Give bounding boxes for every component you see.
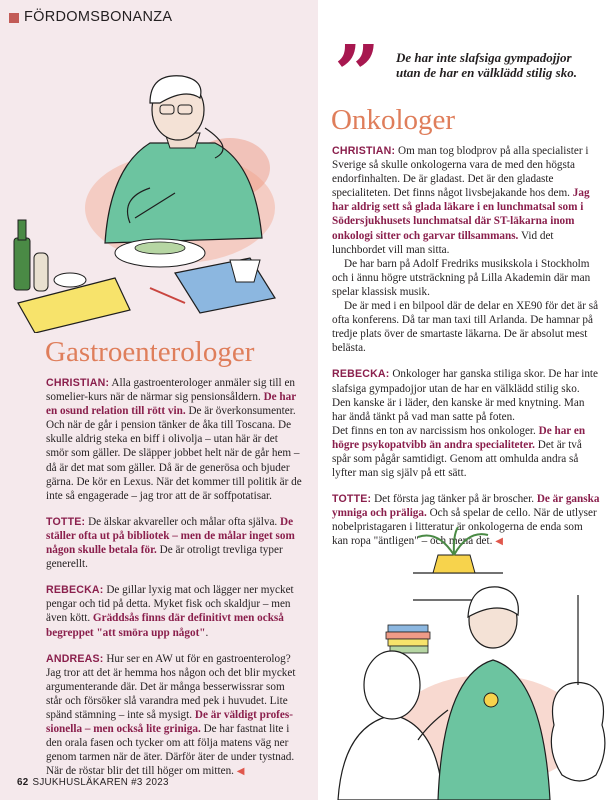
paragraph-rebecka: REBECKA: Onkologer har ganska stiliga skor. De har inte slafsiga gympadojjor utan de har en välklädd stilig sko. Den kanske är i läder, den kanske är med knytning. Man har ändå tänkt på vad man satte på foten.: [332, 368, 598, 423]
end-mark-icon: ◀: [236, 766, 245, 778]
paragraph-christian: CHRISTIAN: Om man tog blodprov på alla specialister i Sverige så skulle onkologerna vara de med den högsta endorfinhalten. De är gladast. Det är den gladaste specialiteten. Det finns något livsbejakande hos dem. Jag har aldrig sett så glada läkare i en lunchmatsal som i Södersjukhusets lunchmatsal där ST-läkarna inom onkologi sitter och garvar tillsammans. Vid det lunchbordet vill man sitta.: [332, 145, 590, 256]
magazine-issue: SJUKHUSLÄKAREN #3 2023: [32, 777, 169, 788]
section-label: FÖRDOMSBONANZA: [24, 9, 173, 25]
paragraph-rebecka: REBECKA: De gillar lyxig mat och lägger ner mycket pengar och tid på detta. Myket fisk och skaldjur – men även kött. Gräddsås finns där definitivt men också begreppet "att smöra upp något".: [46, 584, 294, 639]
doctor-patient-illustration: [318, 525, 613, 800]
paragraph-andreas: ANDREAS: Hur ser en AW ut för en gastroenterolog? Jag tror att det är hemma hos någon och det blir mycket argumenterande där. Det är många besserwissrar som står och försöker slå varandra med pek i huvudet. Lite spänd stämning – inte så mysigt. De är väldigt professionella – men också lite griniga. De har fastnat lite i den orala fasen och tycker om att följa matens väg ner genom tarmen när de äter. Därför äter de under tystnad. När de röstar blir det till höger om mitten. ◀: [46, 652, 296, 778]
page-footer: [17, 777, 169, 788]
paragraph-christian-cont-2: De är med i en bilpool där de delar en XE90 för det är så ofta konferens. Då tar man taxi till Arlanda. De hamnar på tredje plats över de smartaste läkarna. De är absolut mest belästa.: [332, 300, 599, 355]
paragraph-totte: TOTTE: De älskar akvareller och målar ofta själva. De ställer ofta ut på bibliotek – men de målar inget som någon skulle betala för. De är otroligt trevliga typer generellt.: [46, 515, 295, 571]
heading-gastroenterologer: Gastroenterologer: [45, 336, 255, 368]
pull-quote: De har inte slafsiga gympadojjor utan de har en välklädd stilig sko.: [396, 50, 577, 80]
left-column-text: [46, 376, 302, 779]
section-marker: [9, 13, 19, 23]
end-mark-icon: ◀: [495, 536, 503, 548]
heading-onkologer: Onkologer: [331, 104, 456, 136]
paragraph-totte: TOTTE: Det första jag tänker på är broscher. De är ganska ymniga och präliga. Och så spelar de cello. När de utlyser nobelpristagaren i litteratur är onkologerna de enda som kan ropa "äntligen" – och mena det. ◀: [332, 493, 600, 548]
right-column-text: [332, 144, 600, 550]
paragraph-christian: CHRISTIAN: Alla gastroenterologer anmäler sig till en somelier-kurs när de närmar sig pensionsåldern. De har en osund relation till rött vin. De är överkonsumenter. Och när de går i pension tänker de åka till Toscana. De skulle aldrig steka en biff i olivolja – utan här är det smör som gäller. De släpper jobbet helt när de går hem – då är det mat som gäller. Då är de generösa och bjuder gärna. De kör en Lexus. När det kommer till politik är de inte så engagerade – jag tror att de är soffpotatisar.: [46, 377, 302, 502]
page-number: 62: [17, 777, 29, 788]
paragraph-christian-cont-1: De har barn på Adolf Fredriks musikskola i Stockholm och i ännu högre utsträckning på Lilla Akademin där man spelar klassisk musik.: [332, 257, 591, 298]
paragraph-rebecka-cont: Det finns en ton av narcissism hos onkologer. De har en högre psykopatvibb än andra specialiteter. Det är två spår som pågår samtidigt. Genom att omhulda andra så lyfter man sig själv på ett sätt.: [332, 424, 586, 480]
doctor-eating-illustration: [0, 48, 318, 333]
quote-mark-icon: ”: [334, 27, 381, 121]
